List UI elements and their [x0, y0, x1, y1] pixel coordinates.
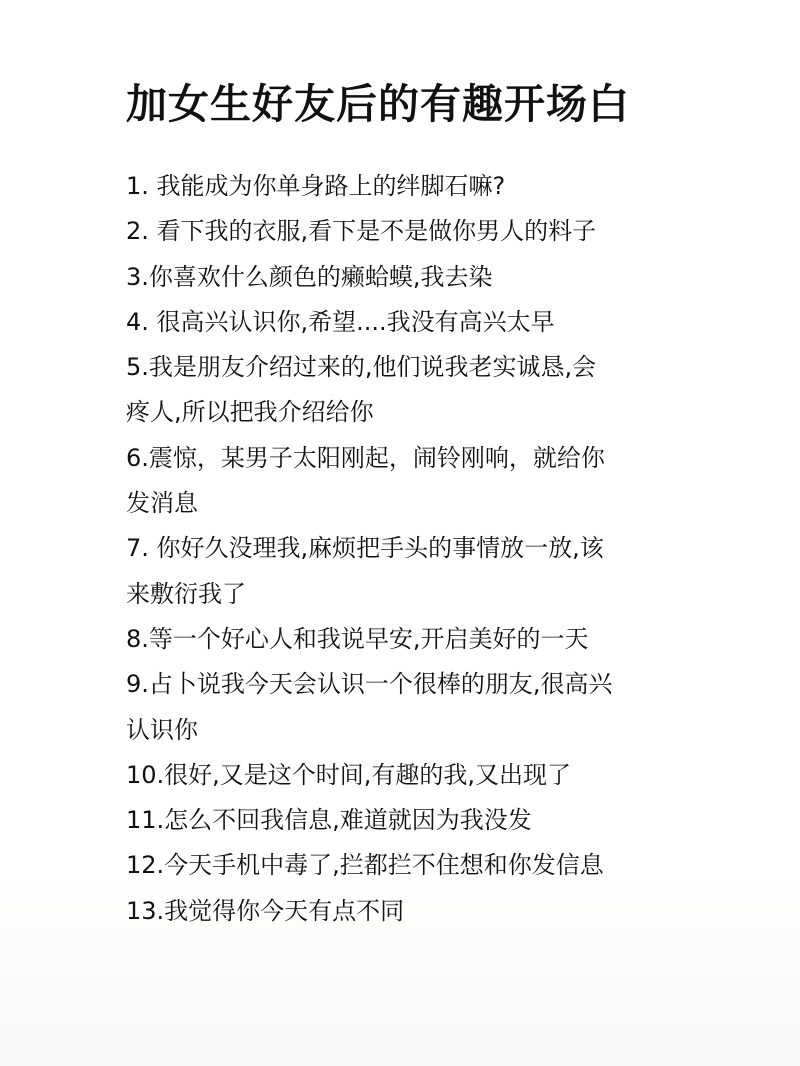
list-line: 3.你喜欢什么颜色的癞蛤蟆,我去染	[126, 262, 493, 291]
list-line: 发消息	[126, 489, 198, 518]
list-line: 1. 我能成为你单身路上的绊脚石嘛?	[126, 172, 506, 200]
opening-lines-list	[126, 164, 686, 934]
list-line: 认识你	[126, 715, 198, 744]
list-line: 来敷衍我了	[126, 579, 246, 608]
list-line: 11.怎么不回我信息,难道就因为我没发	[126, 806, 532, 835]
list-line: 7. 你好久没理我,麻烦把手头的事情放一放,该	[126, 534, 604, 563]
list-line: 2. 看下我的衣服,看下是不是做你男人的料子	[126, 217, 597, 246]
list-line: 4. 很高兴认识你,希望....我没有高兴太早	[126, 307, 555, 336]
list-line: 9.占卜说我今天会认识一个很棒的朋友,很高兴	[126, 670, 613, 699]
list-line: 13.我觉得你今天有点不同	[126, 896, 405, 925]
list-line: 疼人,所以把我介绍给你	[126, 398, 374, 427]
list-line: 5.我是朋友介绍过来的,他们说我老实诚恳,会	[126, 353, 597, 382]
list-line: 8.等一个好心人和我说早安,开启美好的一天	[126, 624, 589, 653]
list-line: 6.震惊，某男子太阳刚起，闹铃刚响，就给你	[126, 443, 605, 472]
list-line: 10.很好,又是这个时间,有趣的我,又出现了	[126, 760, 572, 789]
list-line: 12.今天手机中毒了,拦都拦不住想和你发信息	[126, 851, 604, 880]
page-title: 加女生好友后的有趣开场白	[126, 80, 630, 128]
